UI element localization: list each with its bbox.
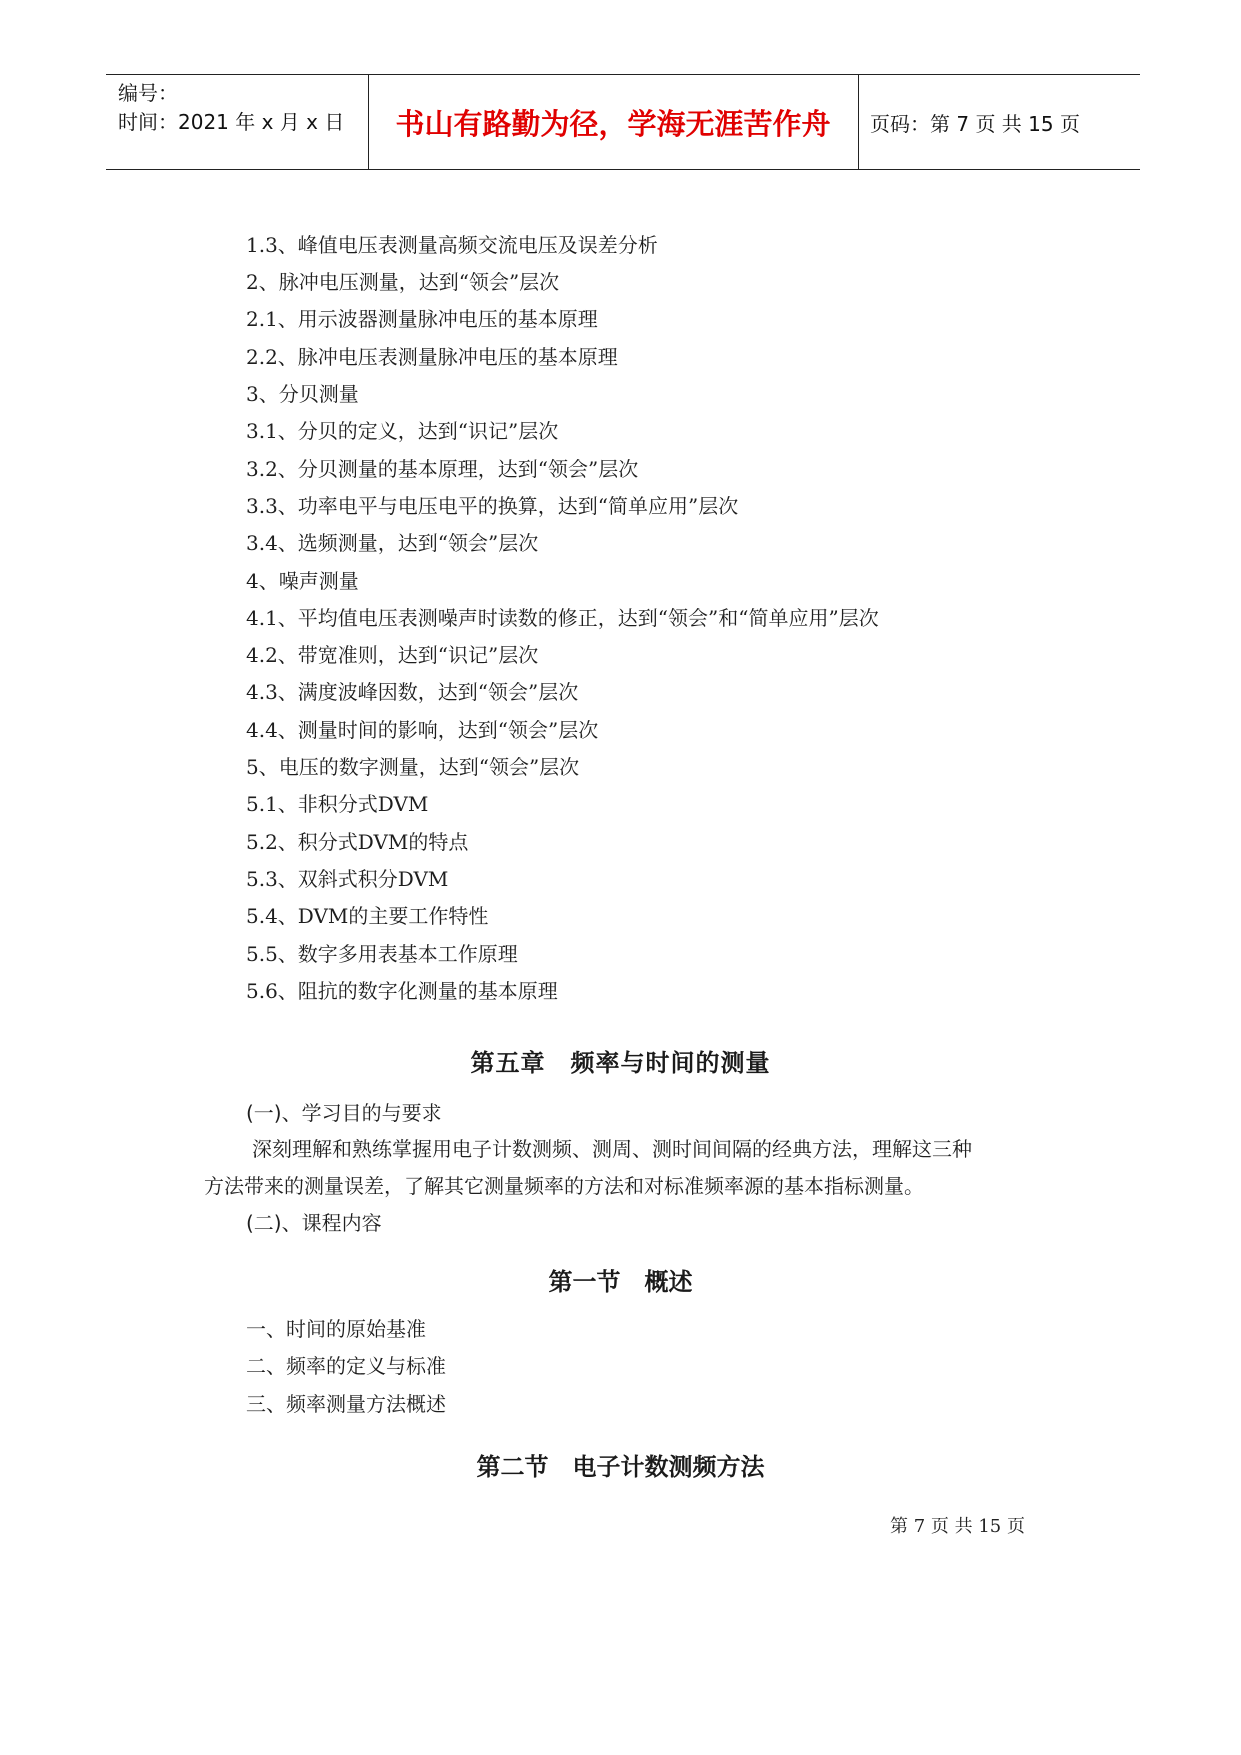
header-motto: 书山有路勤为径，学海无涯苦作舟 [395, 106, 831, 141]
section-item: 三、频率测量方法概述 [246, 1392, 446, 1416]
outline-item: 2、脉冲电压测量，达到“领会”层次 [246, 270, 560, 294]
header-divider [858, 75, 859, 169]
outline-item: 5.6、阻抗的数字化测量的基本原理 [246, 979, 558, 1003]
outline-item: 3.1、分贝的定义，达到“识记”层次 [246, 419, 559, 443]
objectives-paragraph-line: 深刻理解和熟练掌握用电子计数测频、测周、测时间间隔的经典方法，理解这三种 [252, 1137, 972, 1161]
outline-item: 2.1、用示波器测量脉冲电压的基本原理 [246, 307, 598, 331]
section-item: 二、频率的定义与标准 [246, 1354, 446, 1378]
content-heading: (二)、课程内容 [246, 1211, 382, 1235]
section-item: 一、时间的原始基准 [246, 1317, 426, 1341]
chapter-title: 第五章 频率与时间的测量 [470, 1048, 771, 1077]
outline-item: 4、噪声测量 [246, 569, 359, 593]
header-info [118, 79, 344, 137]
outline-item: 4.3、满度波峰因数，达到“领会”层次 [246, 680, 579, 704]
outline-item: 5.5、数字多用表基本工作原理 [246, 942, 518, 966]
outline-item: 4.2、带宽准则，达到“识记”层次 [246, 643, 539, 667]
page-footer: 第 7 页 共 15 页 [890, 1516, 1025, 1537]
outline-item: 4.1、平均值电压表测噪声时读数的修正，达到“领会”和“简单应用”层次 [246, 606, 879, 630]
outline-item: 5.3、双斜式积分DVM [246, 867, 449, 891]
objectives-heading: (一)、学习目的与要求 [246, 1101, 442, 1125]
page-header [106, 74, 1140, 170]
section-title: 第一节 概述 [548, 1268, 693, 1296]
header-page-number: 页码：第 7 页 共 15 页 [870, 111, 1080, 136]
document-time-label: 时间：2021 年 x 月 x 日 [118, 110, 345, 134]
outline-item: 5.1、非积分式DVM [246, 792, 429, 816]
outline-item: 5.2、积分式DVM的特点 [246, 830, 469, 854]
outline-item: 1.3、峰值电压表测量高频交流电压及误差分析 [246, 233, 658, 257]
section-title: 第二节 电子计数测频方法 [476, 1453, 765, 1481]
outline-item: 5、电压的数字测量，达到“领会”层次 [246, 755, 580, 779]
outline-item: 4.4、测量时间的影响，达到“领会”层次 [246, 718, 599, 742]
outline-item: 2.2、脉冲电压表测量脉冲电压的基本原理 [246, 345, 618, 369]
outline-item: 5.4、DVM的主要工作特性 [246, 904, 489, 928]
objectives-paragraph-line: 方法带来的测量误差，了解其它测量频率的方法和对标准频率源的基本指标测量。 [204, 1174, 924, 1198]
outline-item: 3、分贝测量 [246, 382, 359, 406]
outline-item: 3.3、功率电平与电压电平的换算，达到“简单应用”层次 [246, 494, 739, 518]
outline-item: 3.4、选频测量，达到“领会”层次 [246, 531, 539, 555]
document-number-label: 编号： [118, 81, 178, 105]
outline-item: 3.2、分贝测量的基本原理，达到“领会”层次 [246, 457, 639, 481]
